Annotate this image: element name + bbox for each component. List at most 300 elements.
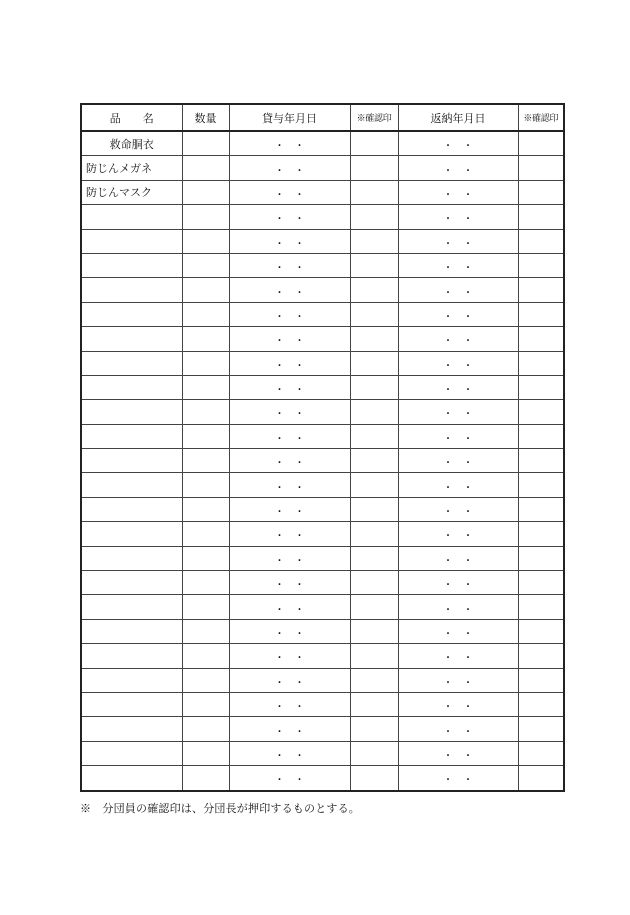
lend-date-cell[interactable] [229,229,350,253]
return-date-cell[interactable] [398,595,518,619]
lend-date-cell[interactable] [229,692,350,716]
date-separator-dot: ・ [443,165,453,177]
date-separator-dot: ・ [274,482,285,494]
quantity-cell[interactable] [182,766,229,791]
check-stamp-cell[interactable] [518,717,564,741]
quantity-cell[interactable] [182,522,229,546]
date-separator-dot: ・ [274,531,285,543]
date-separator-dot: ・ [274,141,285,153]
check-stamp-cell[interactable] [518,497,564,521]
date-separator-dot: ・ [443,653,453,665]
date-separators [270,557,310,567]
lend-date-cell[interactable] [229,571,350,595]
check-stamp-cell[interactable] [350,253,398,277]
check-stamp-cell[interactable] [350,400,398,424]
date-separators [438,630,478,640]
lend-date-cell[interactable] [229,253,350,277]
item-name-cell[interactable] [81,424,182,448]
date-separators [438,289,478,299]
table-row [81,156,564,180]
return-date-cell[interactable] [398,229,518,253]
table-row [81,327,564,351]
return-date-cell[interactable] [398,205,518,229]
item-name-cell[interactable]: 防じんメガネ [81,156,182,180]
check-stamp-cell[interactable] [350,571,398,595]
check-stamp-cell[interactable] [518,205,564,229]
check-stamp-cell[interactable] [350,766,398,791]
date-separator-dot: ・ [294,702,305,714]
check-stamp-cell[interactable] [350,595,398,619]
table-row [81,473,564,497]
date-separator-dot: ・ [294,336,305,348]
date-separators [270,752,310,762]
check-stamp-cell[interactable] [518,400,564,424]
lend-date-cell[interactable] [229,180,350,204]
date-separator-dot: ・ [294,165,305,177]
header-check-stamp-1: ※確認印 [350,104,398,131]
check-stamp-cell[interactable] [350,131,398,156]
check-stamp-cell[interactable] [518,449,564,473]
header-item: 品 名 [81,104,182,131]
item-name-cell[interactable] [81,546,182,570]
date-separator-dot: ・ [294,653,305,665]
item-name-cell[interactable] [81,205,182,229]
item-name-cell[interactable] [81,327,182,351]
return-date-cell[interactable] [398,619,518,643]
date-separator-dot: ・ [443,702,453,714]
lend-date-cell[interactable] [229,278,350,302]
check-stamp-cell[interactable] [518,375,564,399]
lend-date-cell[interactable] [229,741,350,765]
lend-date-cell[interactable] [229,449,350,473]
date-separator-dot: ・ [443,629,453,640]
date-separators [438,532,478,542]
date-separator-dot: ・ [274,702,285,714]
date-separator-dot: ・ [443,360,453,372]
return-date-cell[interactable] [398,302,518,326]
check-stamp-cell[interactable] [350,546,398,570]
check-stamp-cell[interactable] [518,741,564,765]
date-separator-dot: ・ [274,604,285,616]
return-date-cell[interactable] [398,717,518,741]
date-separators [270,386,310,396]
item-name-cell[interactable] [81,644,182,668]
date-separator-dot: ・ [443,238,453,250]
check-stamp-cell[interactable] [350,278,398,302]
item-name-cell[interactable] [81,253,182,277]
table-row [81,766,564,791]
item-name-cell[interactable] [81,595,182,619]
check-stamp-cell[interactable] [350,717,398,741]
date-separator-dot: ・ [294,677,305,689]
quantity-cell[interactable] [182,741,229,765]
date-separator-dot: ・ [463,141,473,153]
quantity-cell[interactable] [182,644,229,668]
item-name-cell[interactable] [81,375,182,399]
check-stamp-cell[interactable] [350,302,398,326]
return-date-cell[interactable] [398,692,518,716]
check-stamp-cell[interactable] [518,278,564,302]
return-date-cell[interactable] [398,351,518,375]
return-date-cell[interactable] [398,449,518,473]
lend-date-cell[interactable] [229,497,350,521]
quantity-cell[interactable] [182,473,229,497]
check-stamp-cell[interactable] [518,229,564,253]
header-return-date: 返納年月日 [398,104,518,131]
table-row [81,302,564,326]
check-stamp-cell[interactable] [518,571,564,595]
date-separators [438,142,478,152]
date-separators [438,703,478,713]
return-date-cell[interactable] [398,473,518,497]
quantity-cell[interactable] [182,595,229,619]
footnote: ※ 分団員の確認印は、分団長が押印するものとする。 [80,802,360,815]
date-separator-dot: ・ [443,214,453,226]
lend-date-cell[interactable] [229,400,350,424]
date-separators [270,630,310,640]
date-separator-dot: ・ [274,311,285,323]
date-separator-dot: ・ [443,336,453,348]
table-row [81,449,564,473]
check-stamp-cell[interactable] [518,692,564,716]
check-stamp-cell[interactable] [518,644,564,668]
return-date-cell[interactable] [398,766,518,791]
date-separator-dot: ・ [463,653,473,665]
date-separator-dot: ・ [443,263,453,275]
item-name-cell[interactable] [81,619,182,643]
date-separator-dot: ・ [274,750,285,762]
lend-date-cell[interactable] [229,156,350,180]
item-name-cell[interactable] [81,766,182,791]
check-stamp-cell[interactable] [350,497,398,521]
date-separators [270,703,310,713]
item-name-cell[interactable]: 防じんマスク [81,180,182,204]
return-date-cell[interactable] [398,253,518,277]
date-separators [270,459,310,469]
date-separator-dot: ・ [443,507,453,519]
date-separators [438,264,478,274]
table-row [81,229,564,253]
lend-date-cell[interactable] [229,424,350,448]
date-separator-dot: ・ [463,287,473,299]
check-stamp-cell[interactable] [518,473,564,497]
item-name-cell[interactable] [81,571,182,595]
quantity-cell[interactable] [182,302,229,326]
date-separator-dot: ・ [294,141,305,153]
lend-date-cell[interactable] [229,522,350,546]
date-separators [438,728,478,738]
item-name-cell[interactable]: 救命胴衣 [81,131,182,156]
date-separator-dot: ・ [463,775,473,787]
table-row [81,351,564,375]
date-separator-dot: ・ [443,531,453,543]
date-separator-dot: ・ [463,360,473,372]
quantity-cell[interactable] [182,668,229,692]
check-stamp-cell[interactable] [518,156,564,180]
table-row [81,424,564,448]
check-stamp-cell[interactable] [518,351,564,375]
check-stamp-cell[interactable] [350,327,398,351]
date-separators [438,557,478,567]
return-date-cell[interactable] [398,400,518,424]
date-separator-dot: ・ [443,482,453,494]
date-separators [270,606,310,616]
return-date-cell[interactable] [398,424,518,448]
date-separator-dot: ・ [463,409,473,421]
quantity-cell[interactable] [182,156,229,180]
check-stamp-cell[interactable] [518,619,564,643]
date-separator-dot: ・ [294,507,305,519]
lend-date-cell[interactable] [229,351,350,375]
date-separators [438,410,478,420]
return-date-cell[interactable] [398,571,518,595]
date-separators [270,508,310,518]
date-separators [438,435,478,445]
date-separator-dot: ・ [294,482,305,494]
check-stamp-cell[interactable] [518,180,564,204]
date-separators [438,337,478,347]
date-separator-dot: ・ [274,385,285,397]
date-separator-dot: ・ [443,409,453,421]
table-row [81,546,564,570]
date-separator-dot: ・ [274,433,285,445]
date-separator-dot: ・ [443,385,453,397]
check-stamp-cell[interactable] [518,302,564,326]
lend-date-cell[interactable] [229,131,350,156]
return-date-cell[interactable] [398,278,518,302]
date-separators [270,581,310,591]
date-separator-dot: ・ [443,287,453,299]
quantity-cell[interactable] [182,253,229,277]
quantity-cell[interactable] [182,351,229,375]
lend-date-cell[interactable] [229,302,350,326]
date-separators [438,362,478,372]
quantity-cell[interactable] [182,424,229,448]
date-separator-dot: ・ [463,726,473,738]
item-name-cell[interactable] [81,473,182,497]
quantity-cell[interactable] [182,205,229,229]
check-stamp-cell[interactable] [518,253,564,277]
date-separator-dot: ・ [463,555,473,567]
check-stamp-cell[interactable] [350,156,398,180]
item-name-cell[interactable] [81,741,182,765]
date-separator-dot: ・ [294,385,305,397]
date-separator-dot: ・ [294,775,305,787]
check-stamp-cell[interactable] [518,327,564,351]
return-date-cell[interactable] [398,546,518,570]
date-separator-dot: ・ [463,385,473,397]
return-date-cell[interactable] [398,644,518,668]
date-separator-dot: ・ [294,311,305,323]
date-separator-dot: ・ [274,677,285,689]
date-separators [270,362,310,372]
date-separators [270,728,310,738]
date-separator-dot: ・ [274,629,285,640]
date-separators [270,215,310,225]
date-separator-dot: ・ [294,750,305,762]
item-name-cell[interactable] [81,400,182,424]
lend-date-cell[interactable] [229,473,350,497]
check-stamp-cell[interactable] [518,546,564,570]
date-separator-dot: ・ [274,580,285,592]
quantity-cell[interactable] [182,375,229,399]
return-date-cell[interactable] [398,522,518,546]
header-row [81,104,564,131]
lend-date-cell[interactable] [229,668,350,692]
date-separator-dot: ・ [294,360,305,372]
date-separator-dot: ・ [443,555,453,567]
date-separators [270,313,310,323]
table-row [81,522,564,546]
item-name-cell[interactable] [81,449,182,473]
date-separator-dot: ・ [274,726,285,738]
date-separator-dot: ・ [463,482,473,494]
return-date-cell[interactable] [398,327,518,351]
check-stamp-cell[interactable] [350,644,398,668]
date-separator-dot: ・ [274,458,285,470]
date-separator-dot: ・ [274,555,285,567]
check-stamp-cell[interactable] [350,180,398,204]
quantity-cell[interactable] [182,180,229,204]
return-date-cell[interactable] [398,741,518,765]
date-separators [438,167,478,177]
return-date-cell[interactable] [398,497,518,521]
quantity-cell[interactable] [182,400,229,424]
check-stamp-cell[interactable] [350,229,398,253]
lend-date-cell[interactable] [229,327,350,351]
date-separator-dot: ・ [294,189,305,201]
date-separators [438,654,478,664]
return-date-cell[interactable] [398,131,518,156]
table-row [81,180,564,204]
date-separator-dot: ・ [443,433,453,445]
date-separator-dot: ・ [274,507,285,519]
quantity-cell[interactable] [182,131,229,156]
lend-date-cell[interactable] [229,546,350,570]
lend-date-cell[interactable] [229,375,350,399]
date-separator-dot: ・ [443,604,453,616]
date-separators [438,313,478,323]
date-separator-dot: ・ [443,677,453,689]
date-separators [270,264,310,274]
check-stamp-cell[interactable] [518,668,564,692]
check-stamp-cell[interactable] [350,473,398,497]
lend-date-cell[interactable] [229,717,350,741]
check-stamp-cell[interactable] [350,619,398,643]
table-row [81,692,564,716]
table-row [81,131,564,156]
check-stamp-cell[interactable] [350,375,398,399]
item-name-cell[interactable] [81,717,182,741]
item-name-cell[interactable] [81,522,182,546]
check-stamp-cell[interactable] [518,131,564,156]
date-separators [270,532,310,542]
table-body [81,131,564,791]
quantity-cell[interactable] [182,229,229,253]
date-separator-dot: ・ [463,458,473,470]
check-stamp-cell[interactable] [350,449,398,473]
date-separators [438,508,478,518]
check-stamp-cell[interactable] [350,741,398,765]
date-separator-dot: ・ [294,531,305,543]
date-separator-dot: ・ [294,604,305,616]
date-separator-dot: ・ [463,604,473,616]
quantity-cell[interactable] [182,692,229,716]
date-separators [270,191,310,201]
return-date-cell[interactable] [398,375,518,399]
date-separator-dot: ・ [463,165,473,177]
quantity-cell[interactable] [182,449,229,473]
quantity-cell[interactable] [182,546,229,570]
date-separator-dot: ・ [294,458,305,470]
quantity-cell[interactable] [182,497,229,521]
check-stamp-cell[interactable] [350,668,398,692]
date-separator-dot: ・ [443,141,453,153]
check-stamp-cell[interactable] [350,205,398,229]
date-separator-dot: ・ [463,507,473,519]
date-separators [270,776,310,786]
date-separator-dot: ・ [274,214,285,226]
lend-date-cell[interactable] [229,595,350,619]
table-row [81,644,564,668]
check-stamp-cell[interactable] [350,522,398,546]
date-separators [438,484,478,494]
item-name-cell[interactable] [81,351,182,375]
date-separator-dot: ・ [443,189,453,201]
return-date-cell[interactable] [398,668,518,692]
check-stamp-cell[interactable] [518,424,564,448]
item-name-cell[interactable] [81,229,182,253]
date-separator-dot: ・ [463,214,473,226]
date-separators [438,606,478,616]
item-name-cell[interactable] [81,668,182,692]
check-stamp-cell[interactable] [518,766,564,791]
item-name-cell[interactable] [81,278,182,302]
quantity-cell[interactable] [182,278,229,302]
item-name-cell[interactable] [81,302,182,326]
date-separator-dot: ・ [274,189,285,201]
item-name-cell[interactable] [81,692,182,716]
lend-date-cell[interactable] [229,619,350,643]
lend-date-cell[interactable] [229,205,350,229]
item-name-cell[interactable] [81,497,182,521]
return-date-cell[interactable] [398,180,518,204]
quantity-cell[interactable] [182,717,229,741]
lend-date-cell[interactable] [229,766,350,791]
table-row [81,278,564,302]
date-separators [270,654,310,664]
check-stamp-cell[interactable] [350,424,398,448]
quantity-cell[interactable] [182,571,229,595]
check-stamp-cell[interactable] [350,692,398,716]
check-stamp-cell[interactable] [350,351,398,375]
date-separators [438,581,478,591]
date-separators [270,240,310,250]
quantity-cell[interactable] [182,619,229,643]
lend-date-cell[interactable] [229,644,350,668]
date-separator-dot: ・ [294,580,305,592]
quantity-cell[interactable] [182,327,229,351]
table-row [81,375,564,399]
date-separator-dot: ・ [274,165,285,177]
date-separators [270,337,310,347]
date-separator-dot: ・ [463,531,473,543]
check-stamp-cell[interactable] [518,522,564,546]
return-date-cell[interactable] [398,156,518,180]
check-stamp-cell[interactable] [518,595,564,619]
date-separators [270,167,310,177]
date-separators [270,289,310,299]
